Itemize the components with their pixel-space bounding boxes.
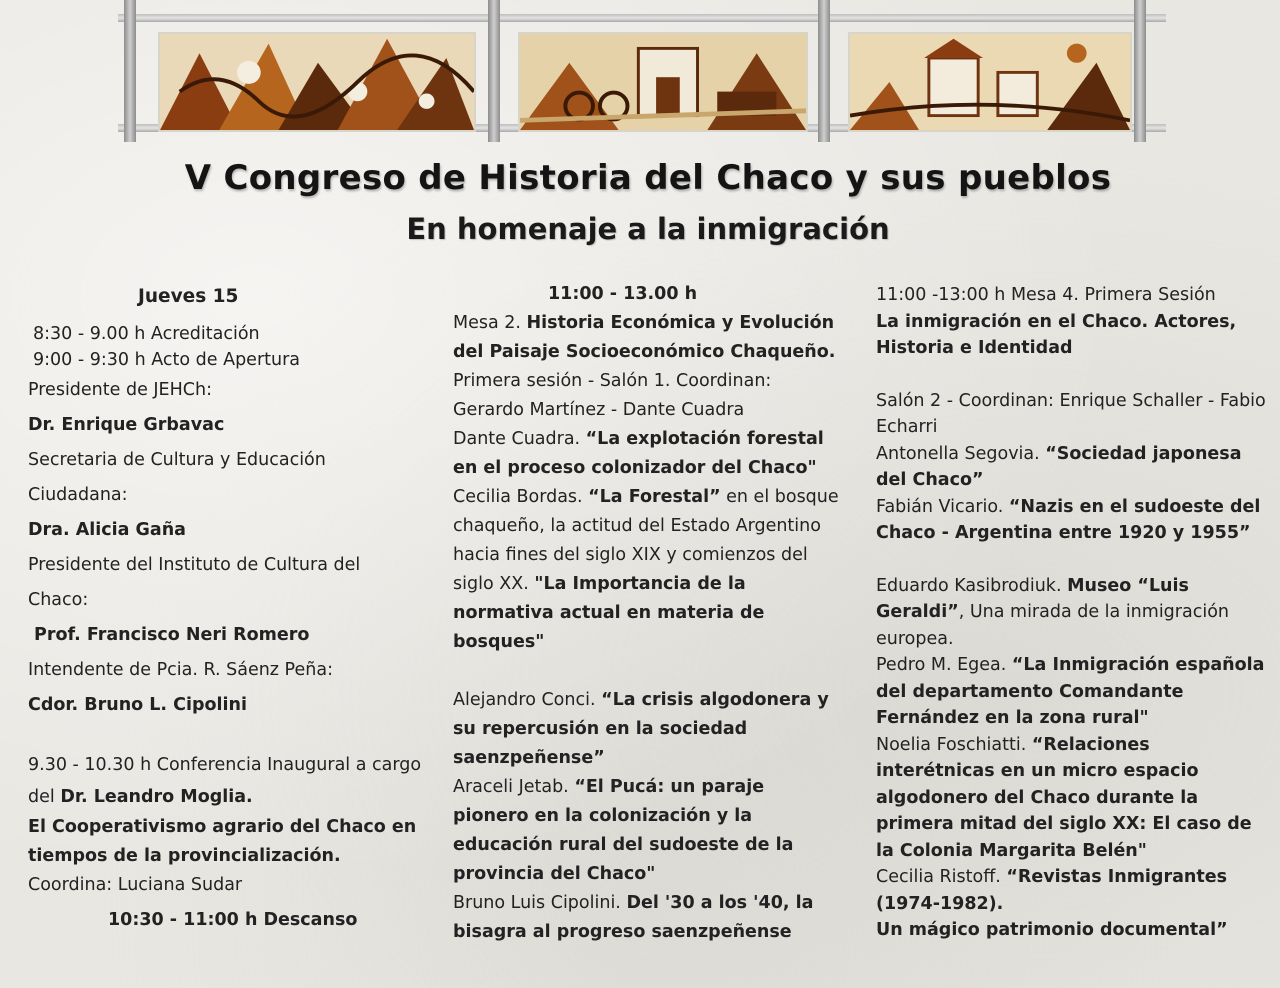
presentation-title: “Nazis en el sudoeste del Chaco - Argentina entre 1920 y 1955” [876,496,1261,543]
conference-info [28,749,423,813]
presenter: Cecilia Bordas. [453,487,589,507]
presentation [453,483,843,657]
presentation-title: Museo “Luis Geraldi” [876,575,1189,622]
presenter: Fabián Vicario. [876,496,1009,517]
presentation [876,494,1271,547]
mural-panel-left [158,32,476,132]
presentation-title: "La Importancia de la normativa actual en materia de bosques" [453,574,765,652]
presenter: Pedro M. Egea. [876,655,1012,675]
person-name: Dra. Alicia Gaña [28,520,186,540]
break-time: 10:30 - 11:00 h Descanso [108,910,358,930]
presentation-text: en el bosque chaqueño, la actitud del Estado Argentino hacia fines del siglo XIX y comienzos del siglo XX. [453,487,839,594]
presenter: Eduardo Kasibrodiuk. [876,575,1068,596]
presentation-title: “Relaciones interétnicas en un micro espacio algodonero del Chaco durante la primera mitad del siglo XX: El caso de la Colonia Margarita Belén" [876,734,1252,861]
session-time: 11:00 - 13.00 h [548,284,698,304]
mural-post [488,0,500,142]
presenter: Araceli Jetab. [453,777,575,797]
presentation-text: , Una mirada de la inmigración europea. [876,602,1229,649]
mural-panel-center [518,32,808,132]
conference-speaker: Dr. Leandro Moglia. [60,787,253,807]
day-heading: Jueves 15 [138,286,239,307]
presentation [453,686,843,773]
mesa-heading: 11:00 -13:00 h Mesa 4. Primera Sesión [876,285,1216,305]
presenter: Noelia Foschiatti. [876,734,1032,755]
presenter: Bruno Luis Cipolini. [453,893,627,913]
session-info: Primera sesión - Salón 1. Coordinan: Gerardo Martínez - Dante Cuadra [453,371,772,420]
mural-post [124,0,136,142]
role-label: Intendente de Pcia. R. Sáenz Peña: [28,660,333,680]
schedule-column-thursday [28,282,423,935]
presenter: Alejandro Conci. [453,690,602,710]
mural-banner [118,0,1166,142]
schedule-column-mesa4 [876,282,1271,944]
page-title: V Congreso de Historia del Chaco y sus pueblos [184,158,1112,198]
person-name: Cdor. Bruno L. Cipolini [28,695,248,715]
presentation [453,425,843,483]
role-label: Presidente de JEHCh: [28,380,212,400]
session-info: Salón 2 - Coordinan: Enrique Schaller - Fabio Echarri [876,390,1266,437]
presenter: Dante Cuadra. [453,429,586,449]
presentation-title: Un mágico patrimonio documental” [876,920,1228,940]
role-label: Secretaria de Cultura y Educación Ciudadana: [28,450,326,505]
mural-post [1134,0,1146,142]
presentation [453,889,843,947]
presentation-title: “El Pucá: un paraje pionero en la colonización y la educación rural del sudoeste de la provincia del Chaco" [453,777,794,884]
presentation-title: Del '30 a los '40, la bisagra al progreso saenzpeñense [453,893,814,942]
mural-post [818,0,830,142]
coordinator: Coordina: Luciana Sudar [28,875,243,895]
presenter: Cecilia Ristoff. [876,867,1007,887]
presentation [876,441,1271,494]
schedule-line: 9:00 - 9:30 h Acto de Apertura [33,350,301,370]
presentation [876,573,1271,653]
mural-panel-right [848,32,1132,132]
mural-top-rail [118,14,1166,22]
presentation [876,652,1271,732]
presenter: Antonella Segovia. [876,443,1046,464]
person-name: Prof. Francisco Neri Romero [34,625,310,645]
presentation-title: “La explotación forestal en el proceso colonizador del Chaco" [453,429,824,478]
mesa-title: La inmigración en el Chaco. Actores, Historia e Identidad [876,311,1237,358]
conference-time: 9.30 - 10.30 h Conferencia Inaugural a cargo del [28,755,422,807]
presentation-title: “La crisis algodonera y su repercusión en la sociedad saenzpeñense” [453,690,829,768]
person-name: Dr. Enrique Grbavac [28,415,225,435]
presentation-title: “Sociedad japonesa del Chaco” [876,443,1242,490]
schedule-line: 8:30 - 9.00 h Acreditación [33,324,260,344]
presentation-title: “Revistas Inmigrantes (1974-1982). [876,867,1228,914]
conference-title: El Cooperativismo agrario del Chaco en tiempos de la provincialización. [28,817,417,866]
schedule-column-mesa2 [453,280,843,947]
role-label: Presidente del Instituto de Cultura del Chaco: [28,555,361,610]
mesa-title: Historia Económica y Evolución del Paisaje Socioeconómico Chaqueño. [453,313,836,362]
presentation [876,864,1271,917]
mesa-number: Mesa 2. [453,313,527,333]
page-subtitle: En homenaje a la inmigración [406,212,890,246]
presentation-title: “La Forestal” [588,487,721,507]
mesa-heading [453,309,843,367]
presentation [876,732,1271,865]
presentation-title: “La Inmigración española del departamento Comandante Fernández en la zona rural" [876,655,1265,728]
presentation [453,773,843,889]
